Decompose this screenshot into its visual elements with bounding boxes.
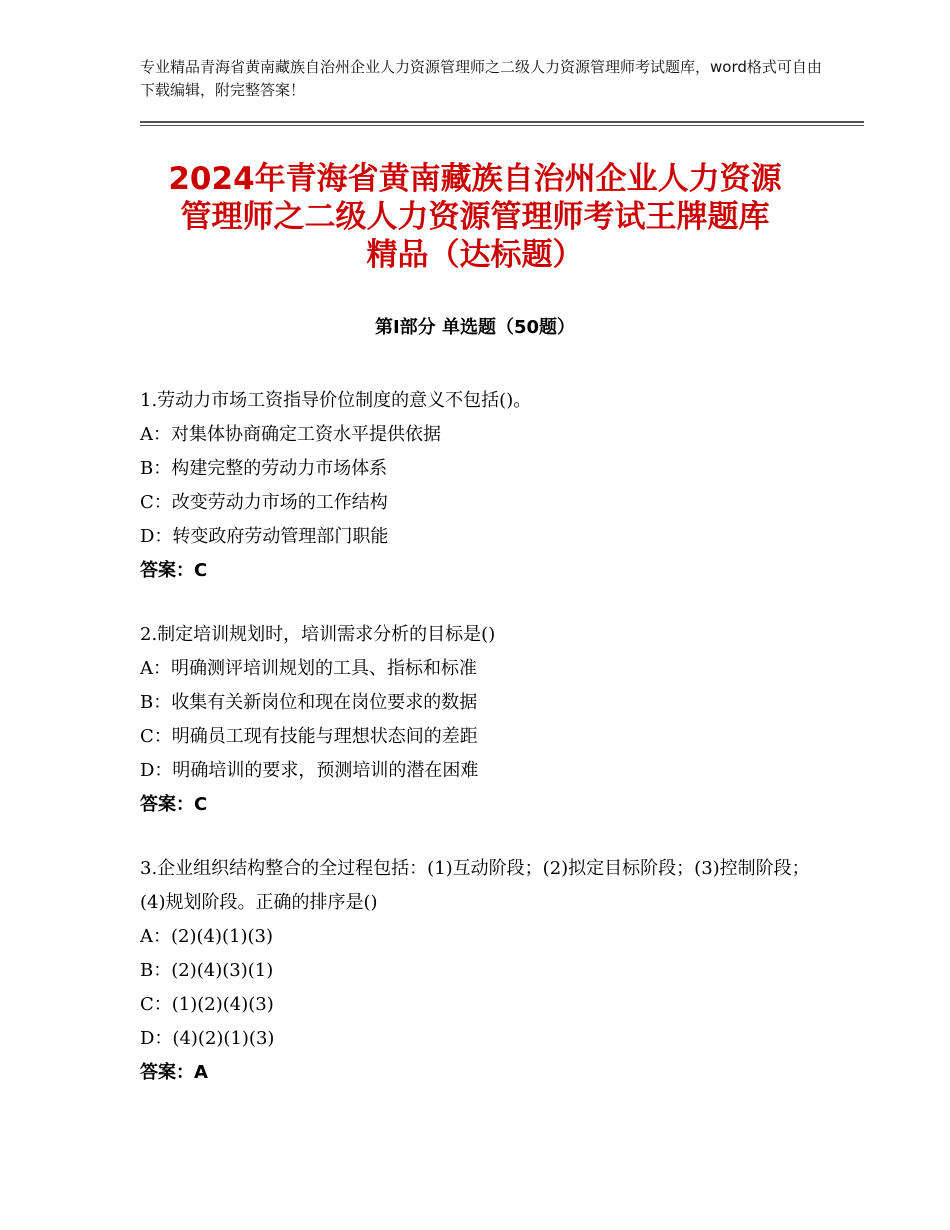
question-stem: 3.企业组织结构整合的全过程包括：(1)互动阶段；(2)拟定目标阶段；(3)控制阶段；(4)规划阶段。正确的排序是() [140, 858, 810, 913]
answer-label: 答案：A [140, 1062, 208, 1083]
question-3 [140, 852, 830, 1090]
header-divider-thick [140, 121, 864, 123]
option-b: B：(2)(4)(3)(1) [140, 960, 274, 981]
option-b: B：构建完整的劳动力市场体系 [140, 458, 388, 479]
option-a: A：(2)(4)(1)(3) [140, 926, 273, 947]
answer-label: 答案：C [140, 794, 208, 815]
option-c: C：改变劳动力市场的工作结构 [140, 492, 388, 513]
document-title-line-2: 管理师之二级人力资源管理师考试王牌题库 [180, 199, 770, 235]
answer-label: 答案：C [140, 560, 208, 581]
section-title: 第Ⅰ部分 单选题（50题） [374, 317, 575, 338]
question-stem: 1.劳动力市场工资指导价位制度的意义不包括()。 [140, 390, 532, 411]
question-2 [140, 618, 830, 822]
option-d: D：明确培训的要求，预测培训的潜在困难 [140, 760, 479, 781]
document-title-line-3: 精品（达标题） [366, 237, 584, 273]
question-stem: 2.制定培训规划时，培训需求分析的目标是() [140, 624, 496, 645]
question-1 [140, 384, 830, 588]
document-title [100, 160, 850, 274]
document-title-line-1: 2024年青海省黄南藏族自治州企业人力资源 [168, 161, 782, 197]
option-d: D：转变政府劳动管理部门职能 [140, 526, 389, 547]
option-a: A：对集体协商确定工资水平提供依据 [140, 424, 441, 445]
question-list [140, 384, 830, 1120]
option-c: C：(1)(2)(4)(3) [140, 994, 274, 1015]
document-header-note: 专业精品青海省黄南藏族自治州企业人力资源管理师之二级人力资源管理师考试题库，word格式可自由下载编辑，附完整答案！ [140, 58, 822, 99]
option-b: B：收集有关新岗位和现在岗位要求的数据 [140, 692, 478, 713]
option-c: C：明确员工现有技能与理想状态间的差距 [140, 726, 478, 747]
header-divider-thin [140, 125, 864, 126]
option-a: A：明确测评培训规划的工具、指标和标准 [140, 658, 477, 679]
option-d: D：(4)(2)(1)(3) [140, 1028, 275, 1049]
